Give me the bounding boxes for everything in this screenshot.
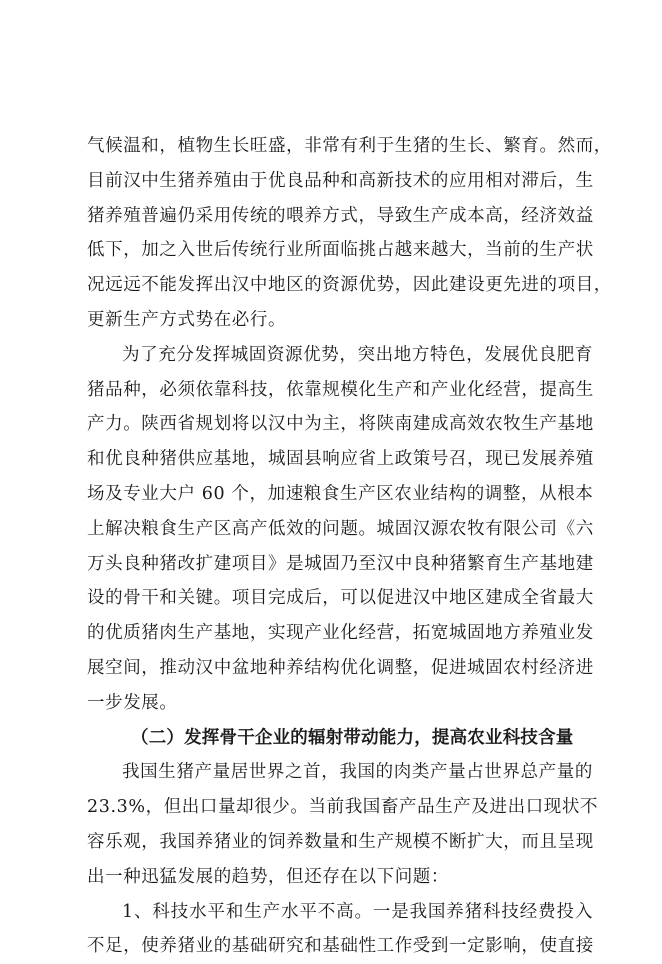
paragraph-first-line: 1、科技水平和生产水平不高。一是我国养猪科技经费投入: [122, 901, 593, 922]
section-heading: （二）发挥骨干企业的辐射带动能力，提高农业科技含量: [131, 727, 574, 748]
paragraph-line: 和优良种猪供应基地，城固县响应省上政策号召，现已发展养殖: [87, 449, 594, 470]
paragraph-line: 气候温和，植物生长旺盛，非常有利于生猪的生长、繁育。然而，: [87, 136, 612, 156]
paragraph-line: 一步发展。: [87, 692, 178, 713]
paragraph-line: 上解决粮食生产区高产低效的问题。城固汉源农牧有限公司《六: [87, 518, 594, 539]
paragraph-line: 更新生产方式势在必行。: [87, 309, 287, 330]
paragraph-line: 展空间，推动汉中盆地种养结构优化调整，促进城固农村经济进: [87, 657, 594, 678]
paragraph-line: 目前汉中生猪养殖由于优良品种和高新技术的应用相对滞后，生: [87, 170, 594, 191]
paragraph-line: 23.3%，但出口量却很少。当前我国畜产品生产及进出口现状不: [87, 797, 599, 818]
paragraph-line: 出一种迅猛发展的趋势，但还存在以下问题：: [87, 866, 449, 887]
paragraph-line: 的优质猪肉生产基地，实现产业化经营，拓宽城固地方养殖业发: [87, 623, 594, 644]
paragraph-first-line: 我国生猪产量居世界之首，我国的肉类产量占世界总产量的: [122, 762, 593, 783]
paragraph-line: 不足，使养猪业的基础研究和基础性工作受到一定影响，使直接: [87, 936, 594, 957]
paragraph-line: 猪品种，必须依靠科技，依靠规模化生产和产业化经营，提高生: [87, 379, 594, 400]
document-body: [87, 129, 612, 964]
paragraph-line: 场及专业大户 60 个，加速粮食生产区农业结构的调整，从根本: [87, 483, 594, 504]
paragraph-line: 猪养殖普遍仍采用传统的喂养方式，导致生产成本高，经济效益: [87, 205, 594, 226]
paragraph-line: 况远远不能发挥出汉中地区的资源优势，因此建设更先进的项目，: [87, 275, 612, 296]
paragraph-first-line: 为了充分发挥城固资源优势，突出地方特色，发展优良肥育: [122, 344, 593, 365]
paragraph-line: 设的骨干和关键。项目完成后，可以促进汉中地区建成全省最大: [87, 588, 594, 609]
paragraph-line: 万头良种猪改扩建项目》是城固乃至汉中良种猪繁育生产基地建: [87, 553, 594, 574]
paragraph-line: 容乐观，我国养猪业的饲养数量和生产规模不断扩大，而且呈现: [87, 831, 594, 852]
paragraph-line: 产力。陕西省规划将以汉中为主，将陕南建成高效农牧生产基地: [87, 414, 594, 435]
paragraph-line: 低下，加之入世后传统行业所面临挑占越来越大，当前的生产状: [87, 240, 594, 261]
